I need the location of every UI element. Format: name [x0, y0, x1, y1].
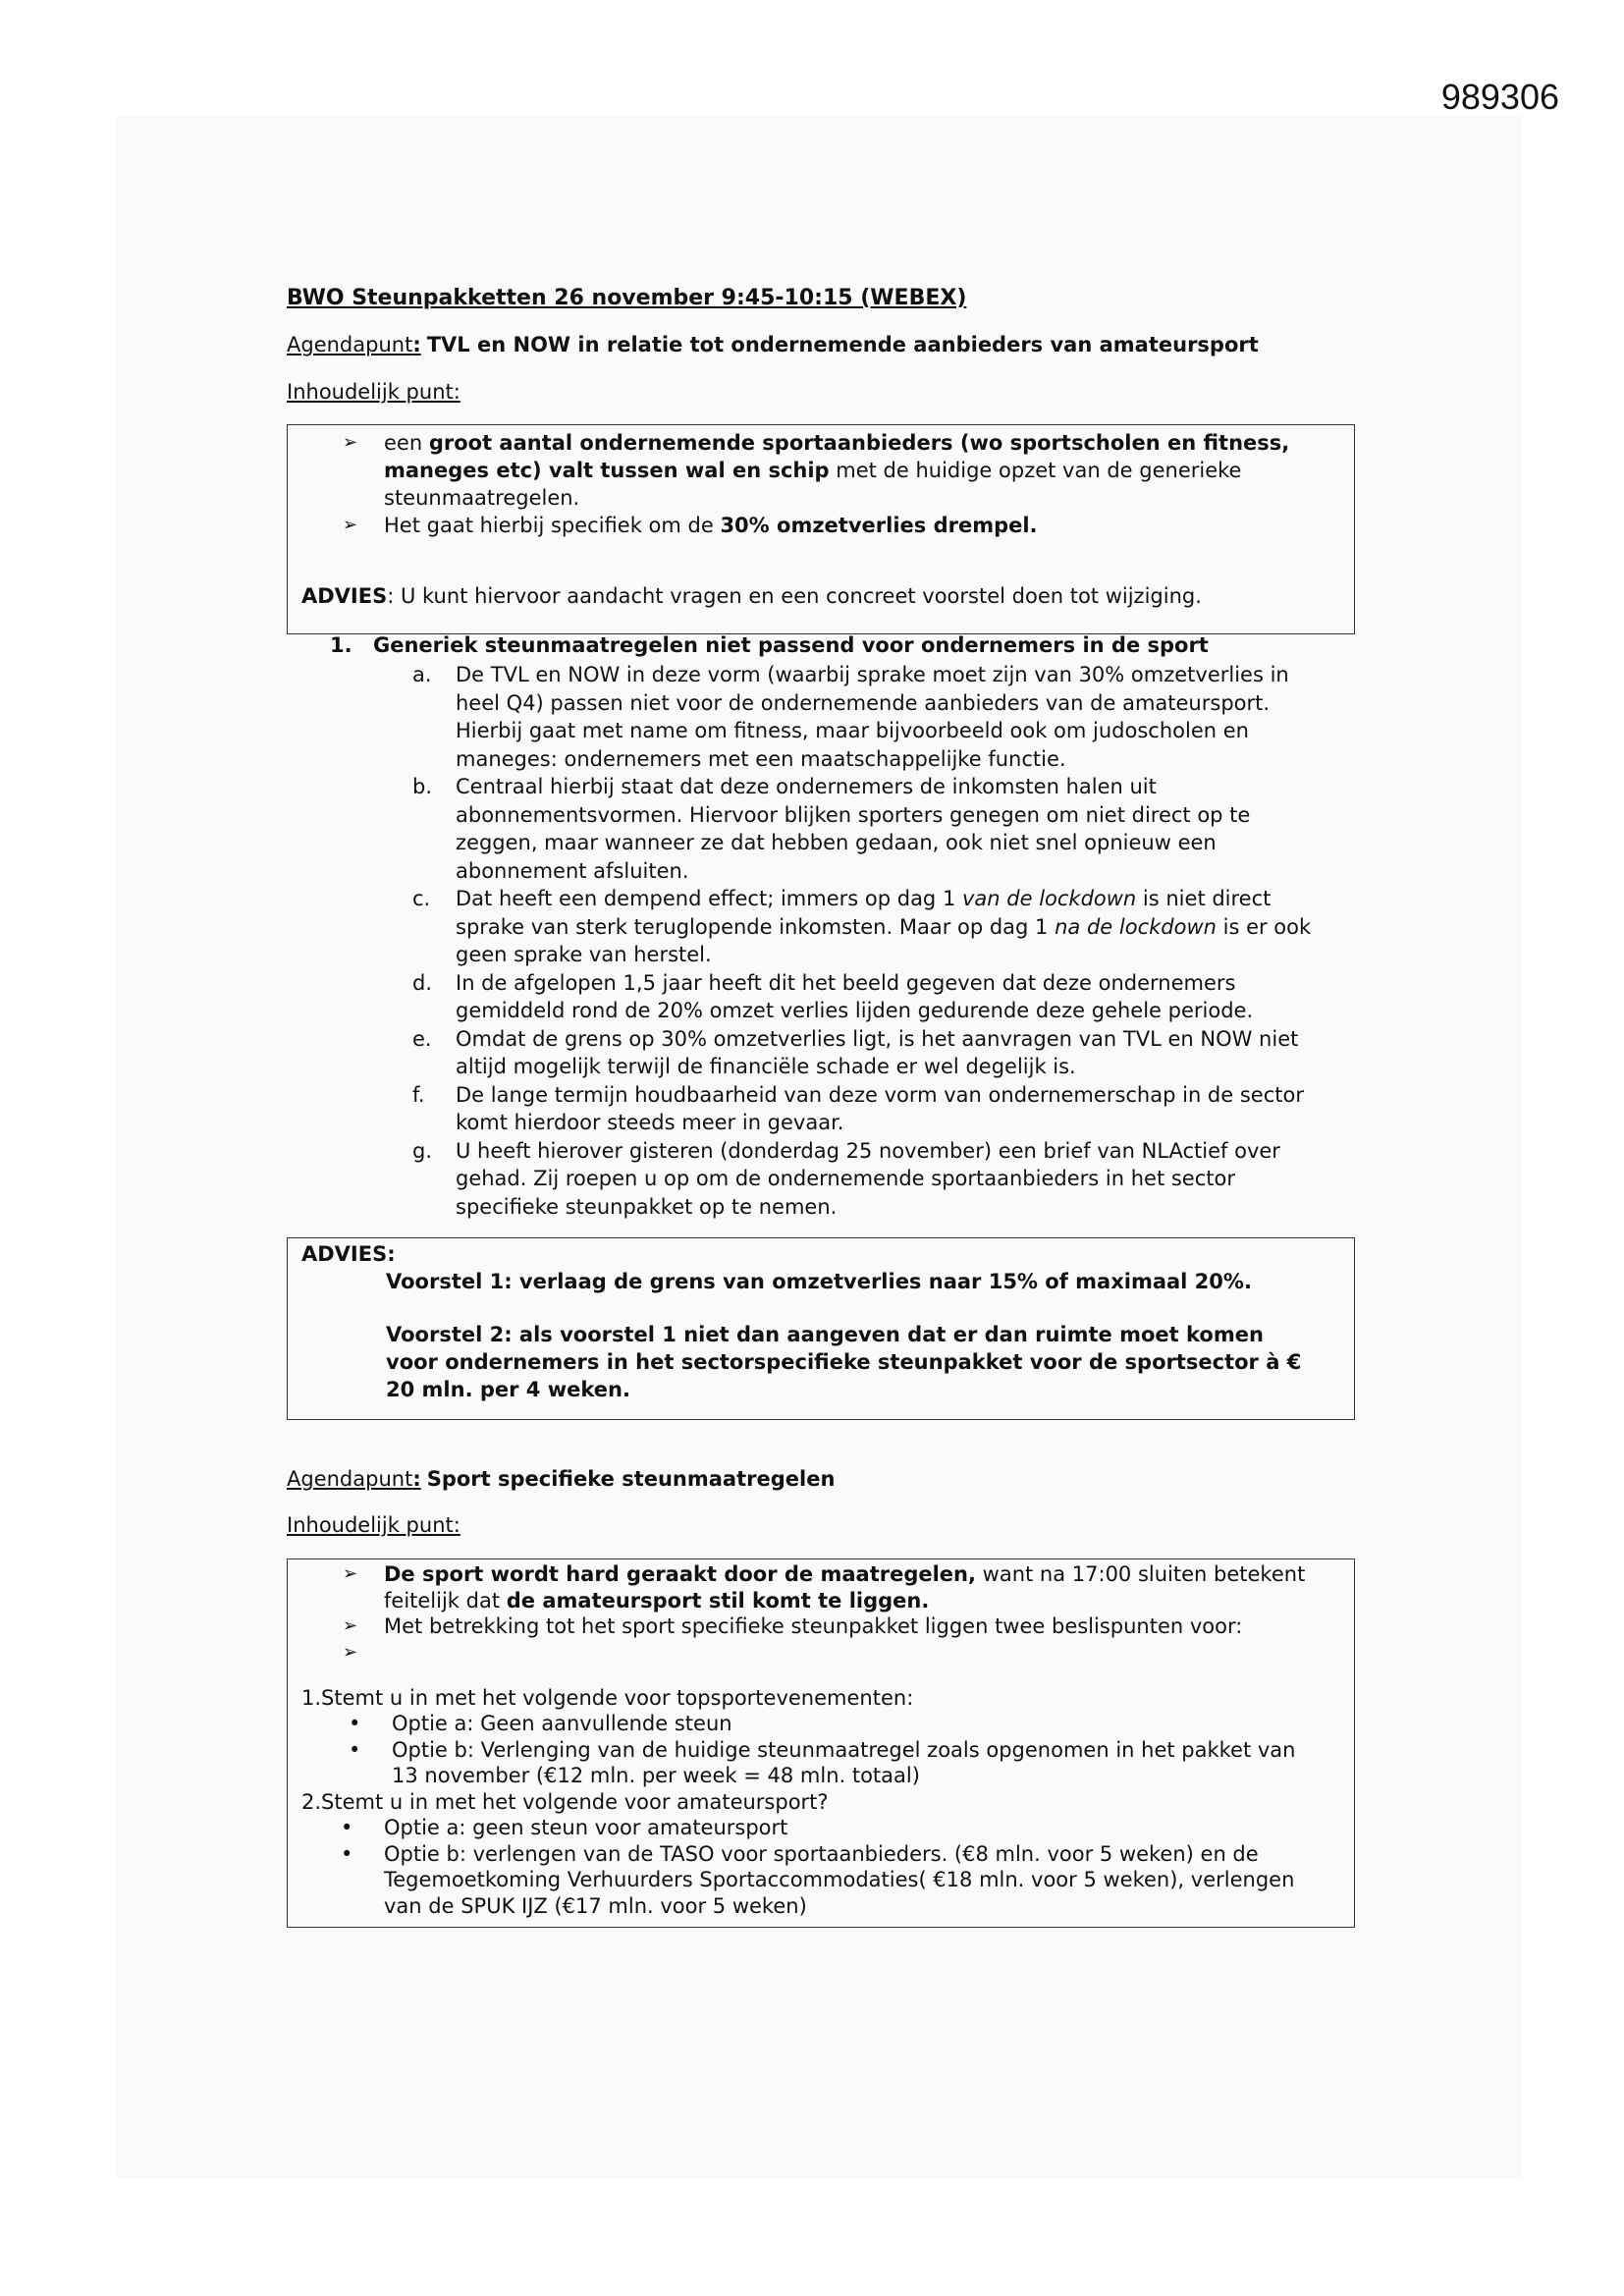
agenda-text: TVL en NOW in relatie tot ondernemende aanbieders van amateursport: [426, 333, 1259, 356]
document-title: BWO Steunpakketten 26 november 9:45-10:15 (WEBEX): [287, 286, 967, 310]
proposal-1: Voorstel 1: verlaag de grens van omzetverlies naar 15% of maximaal 20%.: [386, 1270, 1252, 1293]
arrow-bullet-icon: ➢: [343, 1563, 358, 1584]
arrow-bullet-icon: ➢: [343, 432, 358, 453]
proposal-2: Voorstel 2: als voorstel 1 niet dan aangeven dat er dan ruimte moet komen voor ondernemers in het sectorspecifieke steunpakket voor de sportsector à € 20 mln. per 4 weken.: [386, 1323, 1302, 1401]
advies-line: ADVIES: U kunt hiervoor aandacht vragen en een concreet voorstel doen tot wijziging.: [301, 584, 1202, 608]
option-item: • Optie b: Verlenging van de huidige steunmaatregel zoals opgenomen in het pakket van 13 november (€12 mln. per week = 48 mln. totaal): [349, 1737, 1296, 1787]
advies-box: [287, 1237, 1355, 1420]
agenda-item-2: [287, 1465, 1357, 1493]
option-item: • Optie b: verlengen van de TASO voor sportaanbieders. (€8 mln. voor 5 weken) en de Tegemoetkoming Verhuurders Sportaccommodaties( €18 mln. voor 5 weken), verlengen van de SPUK IJZ (€17 mln. voor 5 weken): [341, 1841, 1295, 1918]
agenda-label: Agendapunt:: [287, 333, 421, 356]
arrow-bullet-icon: ➢: [343, 1641, 358, 1663]
numbered-heading: 1. Generiek steunmaatregelen niet passend voor ondernemers in de sport: [330, 633, 1209, 657]
bullet-item: ➢ De sport wordt hard geraakt door de maatregelen, want na 17:00 sluiten betekent feitelijk dat de amateursport stil komt te liggen.: [343, 1562, 1306, 1613]
list-item: e. Omdat de grens op 30% omzetverlies ligt, is het aanvragen van TVL en NOW niet altijd mogelijk terwijl de financiële schade er wel degelijk is.: [412, 1026, 1299, 1078]
question-2: 2.Stemt u in met het volgende voor amateursport?: [301, 1789, 829, 1814]
option-item: • Optie a: Geen aanvullende steun: [349, 1712, 732, 1735]
list-item: d. In de afgelopen 1,5 jaar heeft dit het beeld gegeven dat deze ondernemers gemiddeld rond de 20% omzet verlies lijden gedurende deze gehele periode.: [412, 970, 1254, 1022]
bullet-item: ➢ Het gaat hierbij specifiek om de 30% omzetverlies drempel.: [343, 514, 1038, 537]
question-1: 1.Stemt u in met het volgende voor topsportevenementen:: [301, 1685, 914, 1710]
document-number: 989306: [1440, 77, 1559, 117]
agenda-label: Agendapunt:: [287, 1467, 421, 1491]
content-point-label-2: Inhoudelijk punt:: [287, 1513, 460, 1537]
bullet-item: ➢ een groot aantal ondernemende sportaanbieders (wo sportscholen en fitness, maneges etc) valt tussen wal en schip met de huidige opzet van de generieke steunmaatregelen.: [343, 431, 1290, 510]
list-item: a. De TVL en NOW in deze vorm (waarbij sprake moet zijn van 30% omzetverlies in heel Q4) passen niet voor de ondernemende aanbieders van de amateursport. Hierbij gaat met name om fitness, maar bijvoorbeeld ook om judoscholen en maneges: ondernemers met een maatschappelijke functie.: [412, 663, 1289, 771]
bullet-item: ➢ Met betrekking tot het sport specifieke steunpakket liggen twee beslispunten voor:: [343, 1614, 1243, 1638]
bullet-dot-icon: •: [349, 1712, 361, 1735]
arrow-bullet-icon: ➢: [343, 515, 358, 535]
content-box-1: [287, 424, 1355, 634]
list-item: g. U heeft hierover gisteren (donderdag 25 november) een brief van NLActief over gehad. Zij roepen u op om de ondernemende sportaanbieders in het sector specifieke steunpakket op te nemen.: [412, 1138, 1280, 1219]
agenda-text: Sport specifieke steunmaatregelen: [426, 1467, 836, 1491]
list-item: c. Dat heeft een dempend effect; immers op dag 1 van de lockdown is niet direct sprake van sterk teruglopende inkomsten. Maar op dag 1 na de lockdown is er ook geen sprake van herstel.: [412, 887, 1312, 966]
agenda-item-1: [287, 331, 1357, 358]
bullet-item-empty: [288, 1640, 1354, 1666]
arrow-bullet-icon: ➢: [343, 1615, 358, 1636]
bullet-dot-icon: •: [341, 1816, 353, 1839]
content-point-label-1: Inhoudelijk punt:: [287, 380, 460, 404]
bullet-dot-icon: •: [349, 1737, 361, 1762]
advies-label: ADVIES:: [301, 1242, 396, 1266]
content-box-2: [287, 1558, 1355, 1928]
option-item: • Optie a: geen steun voor amateursport: [341, 1816, 788, 1839]
list-item: b. Centraal hierbij staat dat deze ondernemers de inkomsten halen uit abonnementsvormen. Hiervoor blijken sporters genegen om niet direct op te zeggen, maar wanneer ze dat hebben gedaan, ook niet snel opnieuw een abonnement afsluiten.: [412, 775, 1251, 883]
bullet-dot-icon: •: [341, 1841, 353, 1866]
list-item: f. De lange termijn houdbaarheid van deze vorm van ondernemerschap in de sector komt hierdoor steeds meer in gevaar.: [412, 1082, 1304, 1134]
lettered-list: [412, 661, 1355, 1221]
